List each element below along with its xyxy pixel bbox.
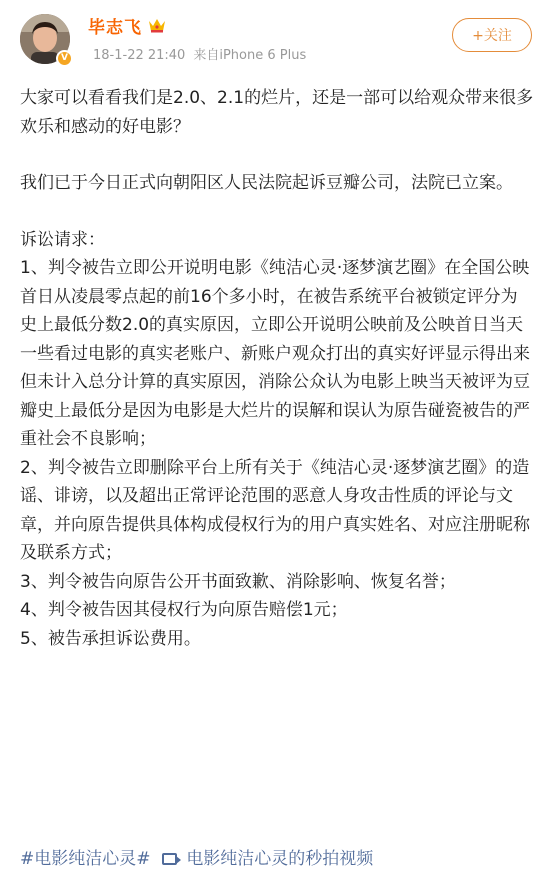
post-paragraph-7: 4、判令被告因其侵权行为向原告赔偿1元； <box>20 600 348 620</box>
post-paragraph-3: 诉讼请求： <box>20 229 105 250</box>
post-content <box>20 84 534 653</box>
post-paragraph-2: 我们已于今日正式向朝阳区人民法院起诉豆瓣公司，法院已立案。 <box>20 173 513 193</box>
post-paragraph-5: 2、判令被告立即删除平台上所有关于《纯洁心灵·逐梦演艺圈》的造谣、诽谤，以及超出正常评论范围的恶意人身攻击性质的评论与文章，并向原告提供具体构成侵权行为的用户真实姓名、对应注册昵称及联系方式； <box>20 457 530 563</box>
post-paragraph-1: 大家可以看看我们是2.0、2.1的烂片，还是一部可以给观众带来很多欢乐和感动的好电影？ <box>20 88 534 137</box>
follow-label: +关注 <box>472 28 512 44</box>
post-header <box>0 0 550 78</box>
hashtag-link[interactable]: #电影纯洁心灵# <box>20 849 151 869</box>
post-paragraph-8: 5、被告承担诉讼费用。 <box>20 628 201 649</box>
video-icon <box>162 853 177 865</box>
verified-badge-icon: V <box>56 50 73 67</box>
user-name-row <box>88 14 166 36</box>
post-source: 来自iPhone 6 Plus <box>193 48 307 63</box>
post-paragraph-4: 1、判令被告立即公开说明电影《纯洁心灵·逐梦演艺圈》在全国公映首日从凌晨零点起的前16个多小时，在被告系统平台被锁定评分为史上最低分数2.0的真实原因，立即公开说明公映前及公映首日当天一些看过电影的真实老账户、新账户观众打出的真实好评显示得出来但未计入总分计算的真实原因，消除公众认为电影上映当天被评为豆瓣史上最低分是因为电影是大烂片的误解和误认为原告碰瓷被告的严重社会不良影响； <box>20 258 530 449</box>
follow-button[interactable] <box>452 18 532 52</box>
vip-crown-icon <box>148 17 166 33</box>
video-link[interactable]: 电影纯洁心灵的秒拍视频 <box>186 849 374 869</box>
post-time: 18-1-22 21:40 <box>93 48 186 63</box>
post-tags <box>20 847 373 871</box>
post-paragraph-6: 3、判令被告向原告公开书面致歉、消除影响、恢复名誉； <box>20 571 456 592</box>
post-meta <box>93 44 306 63</box>
user-name[interactable]: 毕志飞 <box>88 17 142 38</box>
